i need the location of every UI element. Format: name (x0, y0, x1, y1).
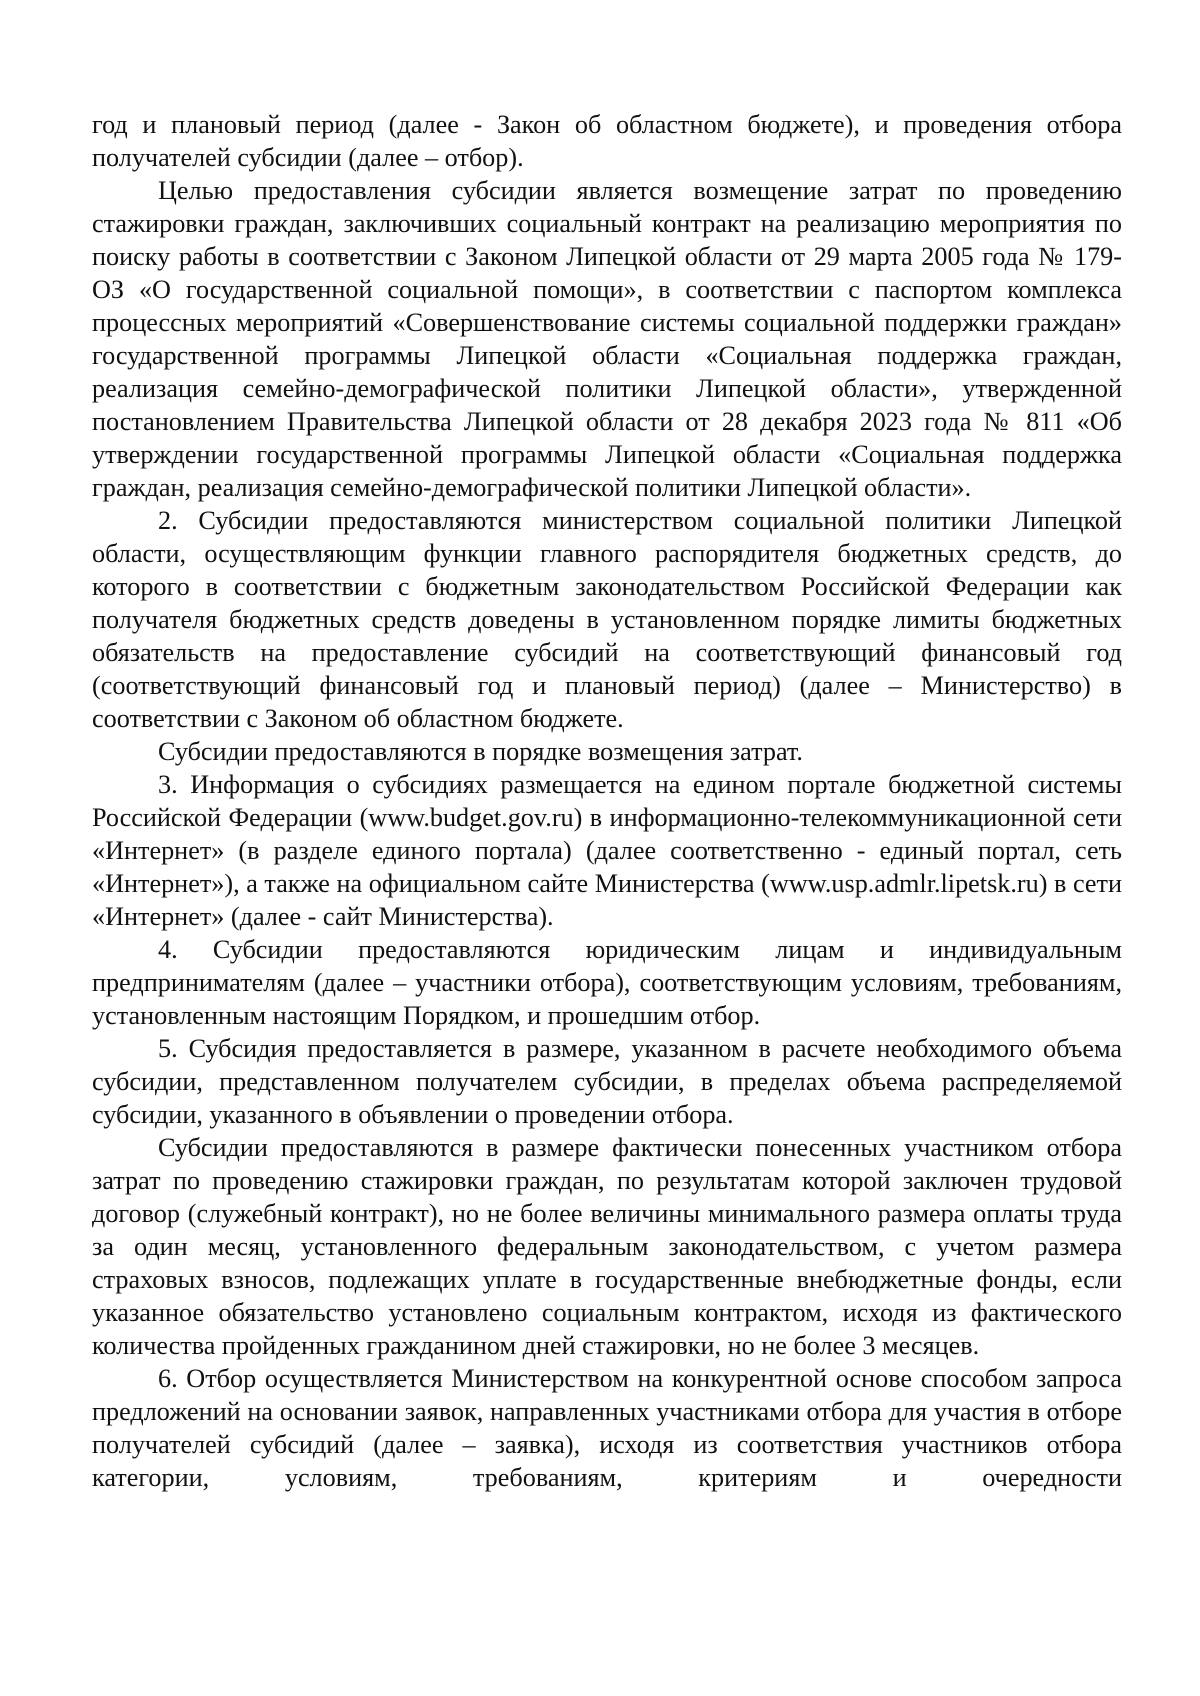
document-page (92, 108, 1122, 1494)
paragraph-2: 2. Субсидии предоставляются министерством социальной политики Липецкой области, осуществляющим функции главного распорядителя бюджетных средств, до которого в соответствии с бюджетным законодательством Российской Федерации как получателя бюджетных средств доведены в установленном порядке лимиты бюджетных обязательств на предоставление субсидий на соответствующий финансовый год (соответствующий финансовый год и плановый период) (далее – Министерство) в соответствии с Законом об областном бюджете. (92, 506, 1122, 733)
paragraph-4: 4. Субсидии предоставляются юридическим лицам и индивидуальным предпринимателям (далее – участники отбора), соответствующим условиям, требованиям, установленным настоящим Порядком, и прошедшим отбор. (92, 935, 1122, 1030)
paragraph-5: 5. Субсидия предоставляется в размере, указанном в расчете необходимого объема субсидии, представленном получателем субсидии, в пределах объема распределяемой субсидии, указанного в объявлении о проведении отбора. (92, 1034, 1122, 1129)
paragraph-reimbursement: Субсидии предоставляются в порядке возмещения затрат. (158, 737, 803, 766)
paragraph-3: 3. Информация о субсидиях размещается на едином портале бюджетной системы Российской Федерации (www.budget.gov.ru) в информационно-телекоммуникационной сети «Интернет» (в разделе единого портала) (далее соответственно - единый портал, сеть «Интернет»), а также на официальном сайте Министерства (www.usp.admlr.lipetsk.ru) в сети «Интернет» (далее - сайт Министерства). (92, 770, 1122, 931)
paragraph-purpose: Целью предоставления субсидии является возмещение затрат по проведению стажировки граждан, заключивших социальный контракт на реализацию мероприятия по поиску работы в соответствии с Законом Липецкой области от 29 марта 2005 года № 179-ОЗ «О государственной социальной помощи», в соответствии с паспортом комплекса процессных мероприятий «Совершенствование системы социальной поддержки граждан» государственной программы Липецкой области «Социальная поддержка граждан, реализация семейно-демографической политики Липецкой области», утвержденной постановлением Правительства Липецкой области от 28 декабря 2023 года № 811 «Об утверждении государственной программы Липецкой области «Социальная поддержка граждан, реализация семейно-демографической политики Липецкой области». (92, 176, 1122, 502)
paragraph-6: 6. Отбор осуществляется Министерством на конкурентной основе способом запроса предложений на основании заявок, направленных участниками отбора для участия в отборе получателей субсидий (далее – заявка), исходя из соответствия участников отбора категории, условиям, требованиям, критериям и очередности (92, 1364, 1122, 1492)
paragraph-subsidy-amount: Субсидии предоставляются в размере фактически понесенных участником отбора затрат по проведению стажировки граждан, по результатам которой заключен трудовой договор (служебный контракт), но не более величины минимального размера оплаты труда за один месяц, установленного федеральным законодательством, с учетом размера страховых взносов, подлежащих уплате в государственные внебюджетные фонды, если указанное обязательство установлено социальным контрактом, исходя из фактического количества пройденных гражданином дней стажировки, но не более 3 месяцев. (92, 1133, 1122, 1360)
paragraph-continuation: год и плановый период (далее - Закон об областном бюджете), и проведения отбора получателей субсидии (далее – отбор). (92, 110, 1122, 172)
